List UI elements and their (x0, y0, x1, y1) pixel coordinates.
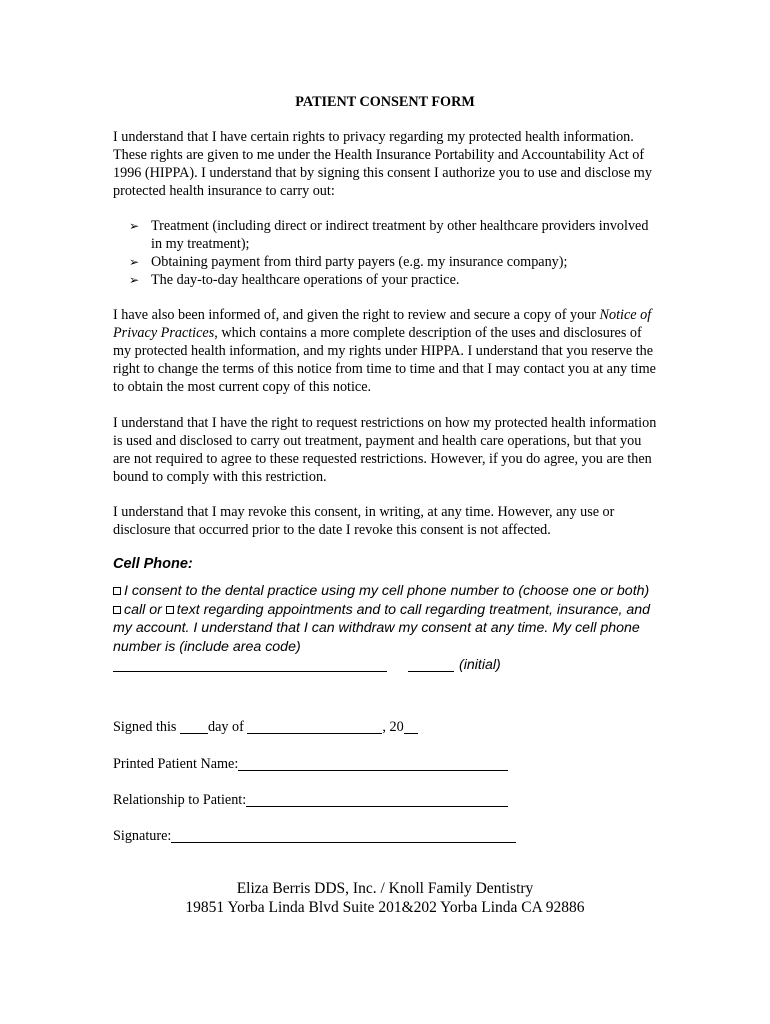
signature-field[interactable] (171, 828, 516, 843)
year-prefix: , 20 (382, 719, 404, 735)
year-field[interactable] (404, 719, 418, 734)
practice-address: 19851 Yorba Linda Blvd Suite 201&202 Yorba Linda CA 92886 (185, 899, 585, 916)
signature-row (113, 828, 516, 845)
printed-name-label: Printed Patient Name: (113, 756, 239, 772)
privacy-paragraph-start: I have also been informed of, and given the right to review and secure a copy of your (113, 307, 600, 323)
bullet-text-treatment: Treatment (including direct or indirect treatment by other healthcare providers involved in my treatment); (151, 218, 649, 252)
list-item (113, 217, 661, 253)
consent-checkbox[interactable] (113, 587, 121, 595)
cell-phone-heading: Cell Phone: (113, 556, 193, 572)
month-field[interactable] (247, 719, 382, 734)
restrictions-paragraph: I understand that I have the right to request restrictions on how my protected health information is used and disclosed to carry out treatment, payment and health care operations, but that you are not required to agree to these requested restrictions. However, if you do agree, you are then bound to comply with this restriction. (113, 415, 657, 485)
initial-label: (initial) (459, 657, 501, 673)
bullet-text-payment: Obtaining payment from third party payers (e.g. my insurance company); (151, 254, 568, 270)
call-option-label: call or (124, 601, 166, 618)
printed-name-row (113, 756, 508, 773)
practice-name: Eliza Berris DDS, Inc. / Knoll Family Dentistry (236, 880, 534, 897)
list-item (113, 271, 661, 289)
call-checkbox[interactable] (113, 606, 121, 614)
cell-phone-number-field[interactable] (113, 671, 387, 672)
revoke-paragraph: I understand that I may revoke this consent, in writing, at any time. However, any use or disclosure that occurred prior to the date I revoke this consent is not affected. (113, 504, 615, 538)
arrow-bullet-icon: ➢ (129, 273, 140, 287)
arrow-bullet-icon: ➢ (129, 255, 140, 269)
day-field[interactable] (180, 719, 208, 734)
consent-text-part1: I consent to the dental practice using my cell phone number to (choose one or both) (124, 583, 650, 599)
text-checkbox[interactable] (166, 606, 174, 614)
initial-field[interactable] (408, 671, 454, 672)
authorization-list (113, 217, 661, 289)
intro-paragraph: I understand that I have certain rights to privacy regarding my protected health information. These rights are given to me under the Health Insurance Portability and Accountability Act of 1996 (HIPPA). I understand that by signing this consent I authorize you to use and disclose my protected health insurance to carry out: (113, 129, 652, 199)
arrow-bullet-icon: ➢ (129, 219, 140, 233)
signed-prefix: Signed this (113, 719, 181, 735)
relationship-field[interactable] (246, 792, 508, 807)
signed-date-row (113, 719, 418, 736)
printed-name-field[interactable] (238, 756, 508, 771)
relationship-row (113, 792, 508, 809)
consent-text-part2: text regarding appointments and to call regarding treatment, insurance, and my account. I understand that I can withdraw my consent at any time. My cell phone number is (include area code) (113, 601, 650, 655)
day-of-label: day of (208, 719, 248, 735)
cell-phone-consent (113, 582, 653, 656)
privacy-notice-paragraph (113, 306, 661, 396)
form-title: PATIENT CONSENT FORM (295, 94, 475, 110)
signature-label: Signature: (113, 828, 172, 844)
privacy-paragraph-end: , which contains a more complete description of the uses and disclosures of my protected health information, and my rights under HIPPA. I understand that you reserve the right to change the terms of this notice from time to time and that I may contact you at any time to obtain the most current copy of this notice. (113, 325, 656, 395)
list-item (113, 253, 661, 271)
privacy-notice-title: Notice of Privacy Practices (113, 307, 652, 341)
relationship-label: Relationship to Patient: (113, 792, 247, 808)
bullet-text-operations: The day-to-day healthcare operations of your practice. (151, 272, 460, 288)
